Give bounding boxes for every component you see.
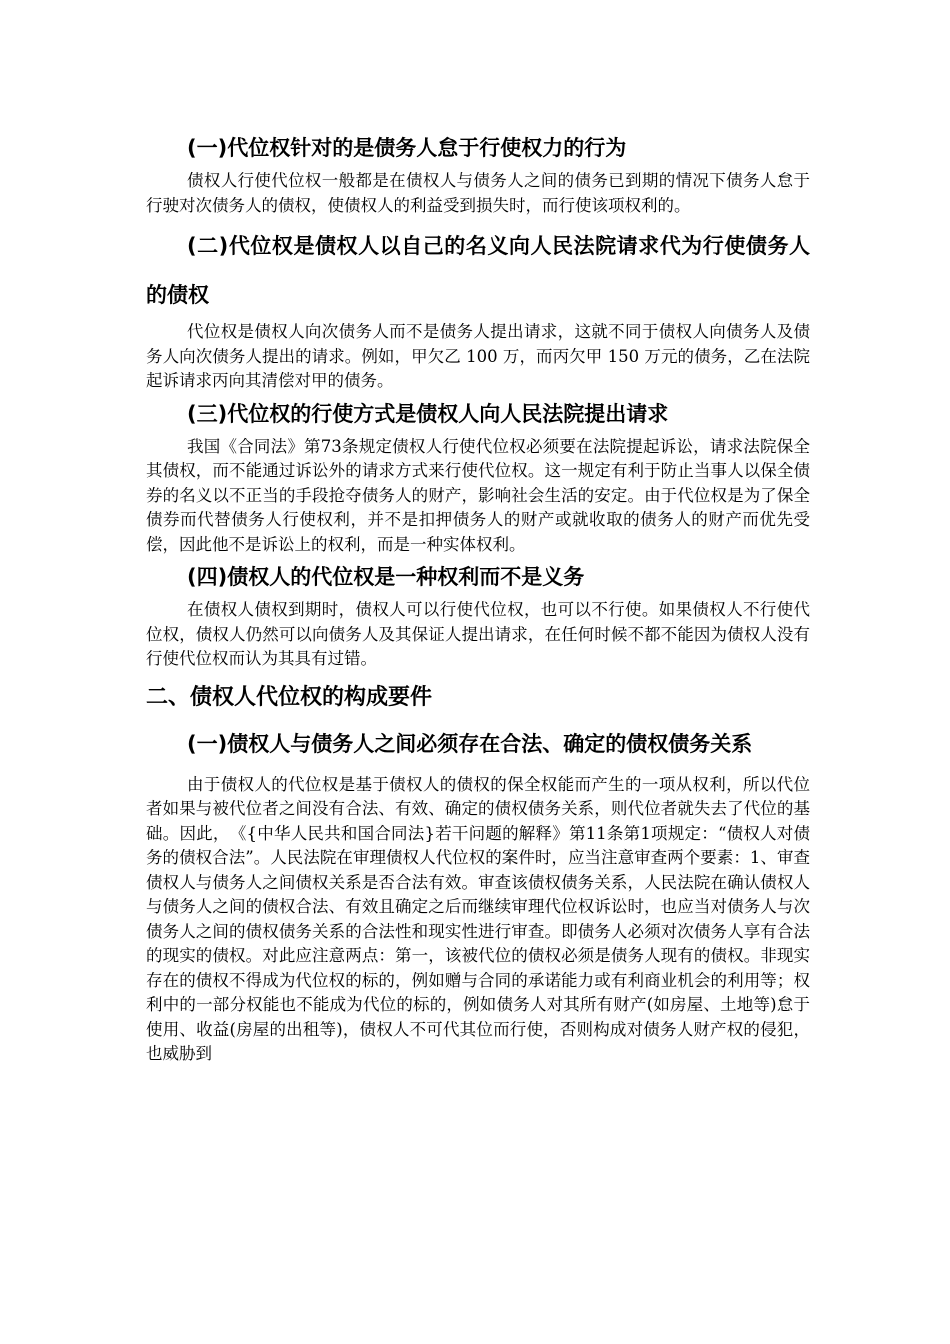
section-heading-2: 二、债权人代位权的构成要件 [146,684,433,710]
heading-2: (二)代位权是债权人以自己的名义向人民法院请求代为行使债务人的债权 [146,234,810,307]
heading-3: (三)代位权的行使方式是债权人向人民法院提出请求 [187,401,669,426]
heading-5: (一)债权人与债务人之间必须存在合法、确定的债权债务关系 [187,731,753,756]
paragraph-1: 债权人行使代位权一般都是在债权人与债务人之间的债务已到期的情况下债务人怠于行驶对次债务人的债权，使债权人的利益受到损失时，而行使该项权利的。 [146,171,810,215]
heading-4: (四)债权人的代位权是一种权利而不是义务 [187,565,585,589]
paragraph-5: 由于债权人的代位权是基于债权人的债权的保全权能而产生的一项从权利，所以代位者如果与被代位者之间没有合法、有效、确定的债权债务关系，则代位者就失去了代位的基础。因此， 《{中华人民共和国合同法}若干问题的解释》第11条第1项规定：“债权人对债务的债权合法”。人民法院在审理债权人代位权的案件时，应当注意审查两个要素：1、审查债权人与债务人之间债权关系是否合法有效。审查该债权债务关系，人民法院在确认债权人与债务人之间的债权合法、有效且确定之后而继续审理代位权诉讼时，也应当对债务人与次债务人之间的债权债务关系的合法性和现实性进行审查。即债务人必须对次债务人享有合法的现实的债权。对此应注意两点：第一，该被代位的债权必须是债务人现有的债权。非现实存在的债权不得成为代位权的标的，例如赠与合同的承诺能力或有利商业机会的利用等；权利中的一部分权能也不能成为代位的标的，例如债务人对其所有财产(如房屋、土地等)怠于使用、收益(房屋的出租等)，债权人不可代其位而行使，否则构成对债务人财产权的侵犯，也威胁到 [146,774,810,1063]
heading-1: (一)代位权针对的是债务人怠于行使权力的行为 [187,136,627,160]
document-body [146,134,810,1067]
paragraph-3: 我国《合同法》第73条规定债权人行使代位权必须要在法院提起诉讼，请求法院保全其债权，而不能通过诉讼外的请求方式来行使代位权。这一规定有利于防止当事人以保全债券的名义以不正当的手段抢夺债务人的财产，影响社会生活的安定。由于代位权是为了保全债券而代替债务人行使权利，并不是扣押债务人的财产或就收取的债务人的财产而优先受偿，因此他不是诉讼上的权利，而是一种实体权利。 [146,436,810,554]
paragraph-4: 在债权人债权到期时，债权人可以行使代位权，也可以不行使。如果债权人不行使代位权，债权人仍然可以向债务人及其保证人提出请求，在任何时候不都不能因为债权人没有行使代位权而认为其具有过错。 [146,600,810,668]
paragraph-2: 代位权是债权人向次债务人而不是债务人提出请求，这就不同于债权人向债务人及债务人向次债务人提出的请求。例如，甲欠乙 100 万，而丙欠甲 150 万元的债务，乙在法院起诉请求丙向其清偿对甲的债务。 [146,322,810,390]
